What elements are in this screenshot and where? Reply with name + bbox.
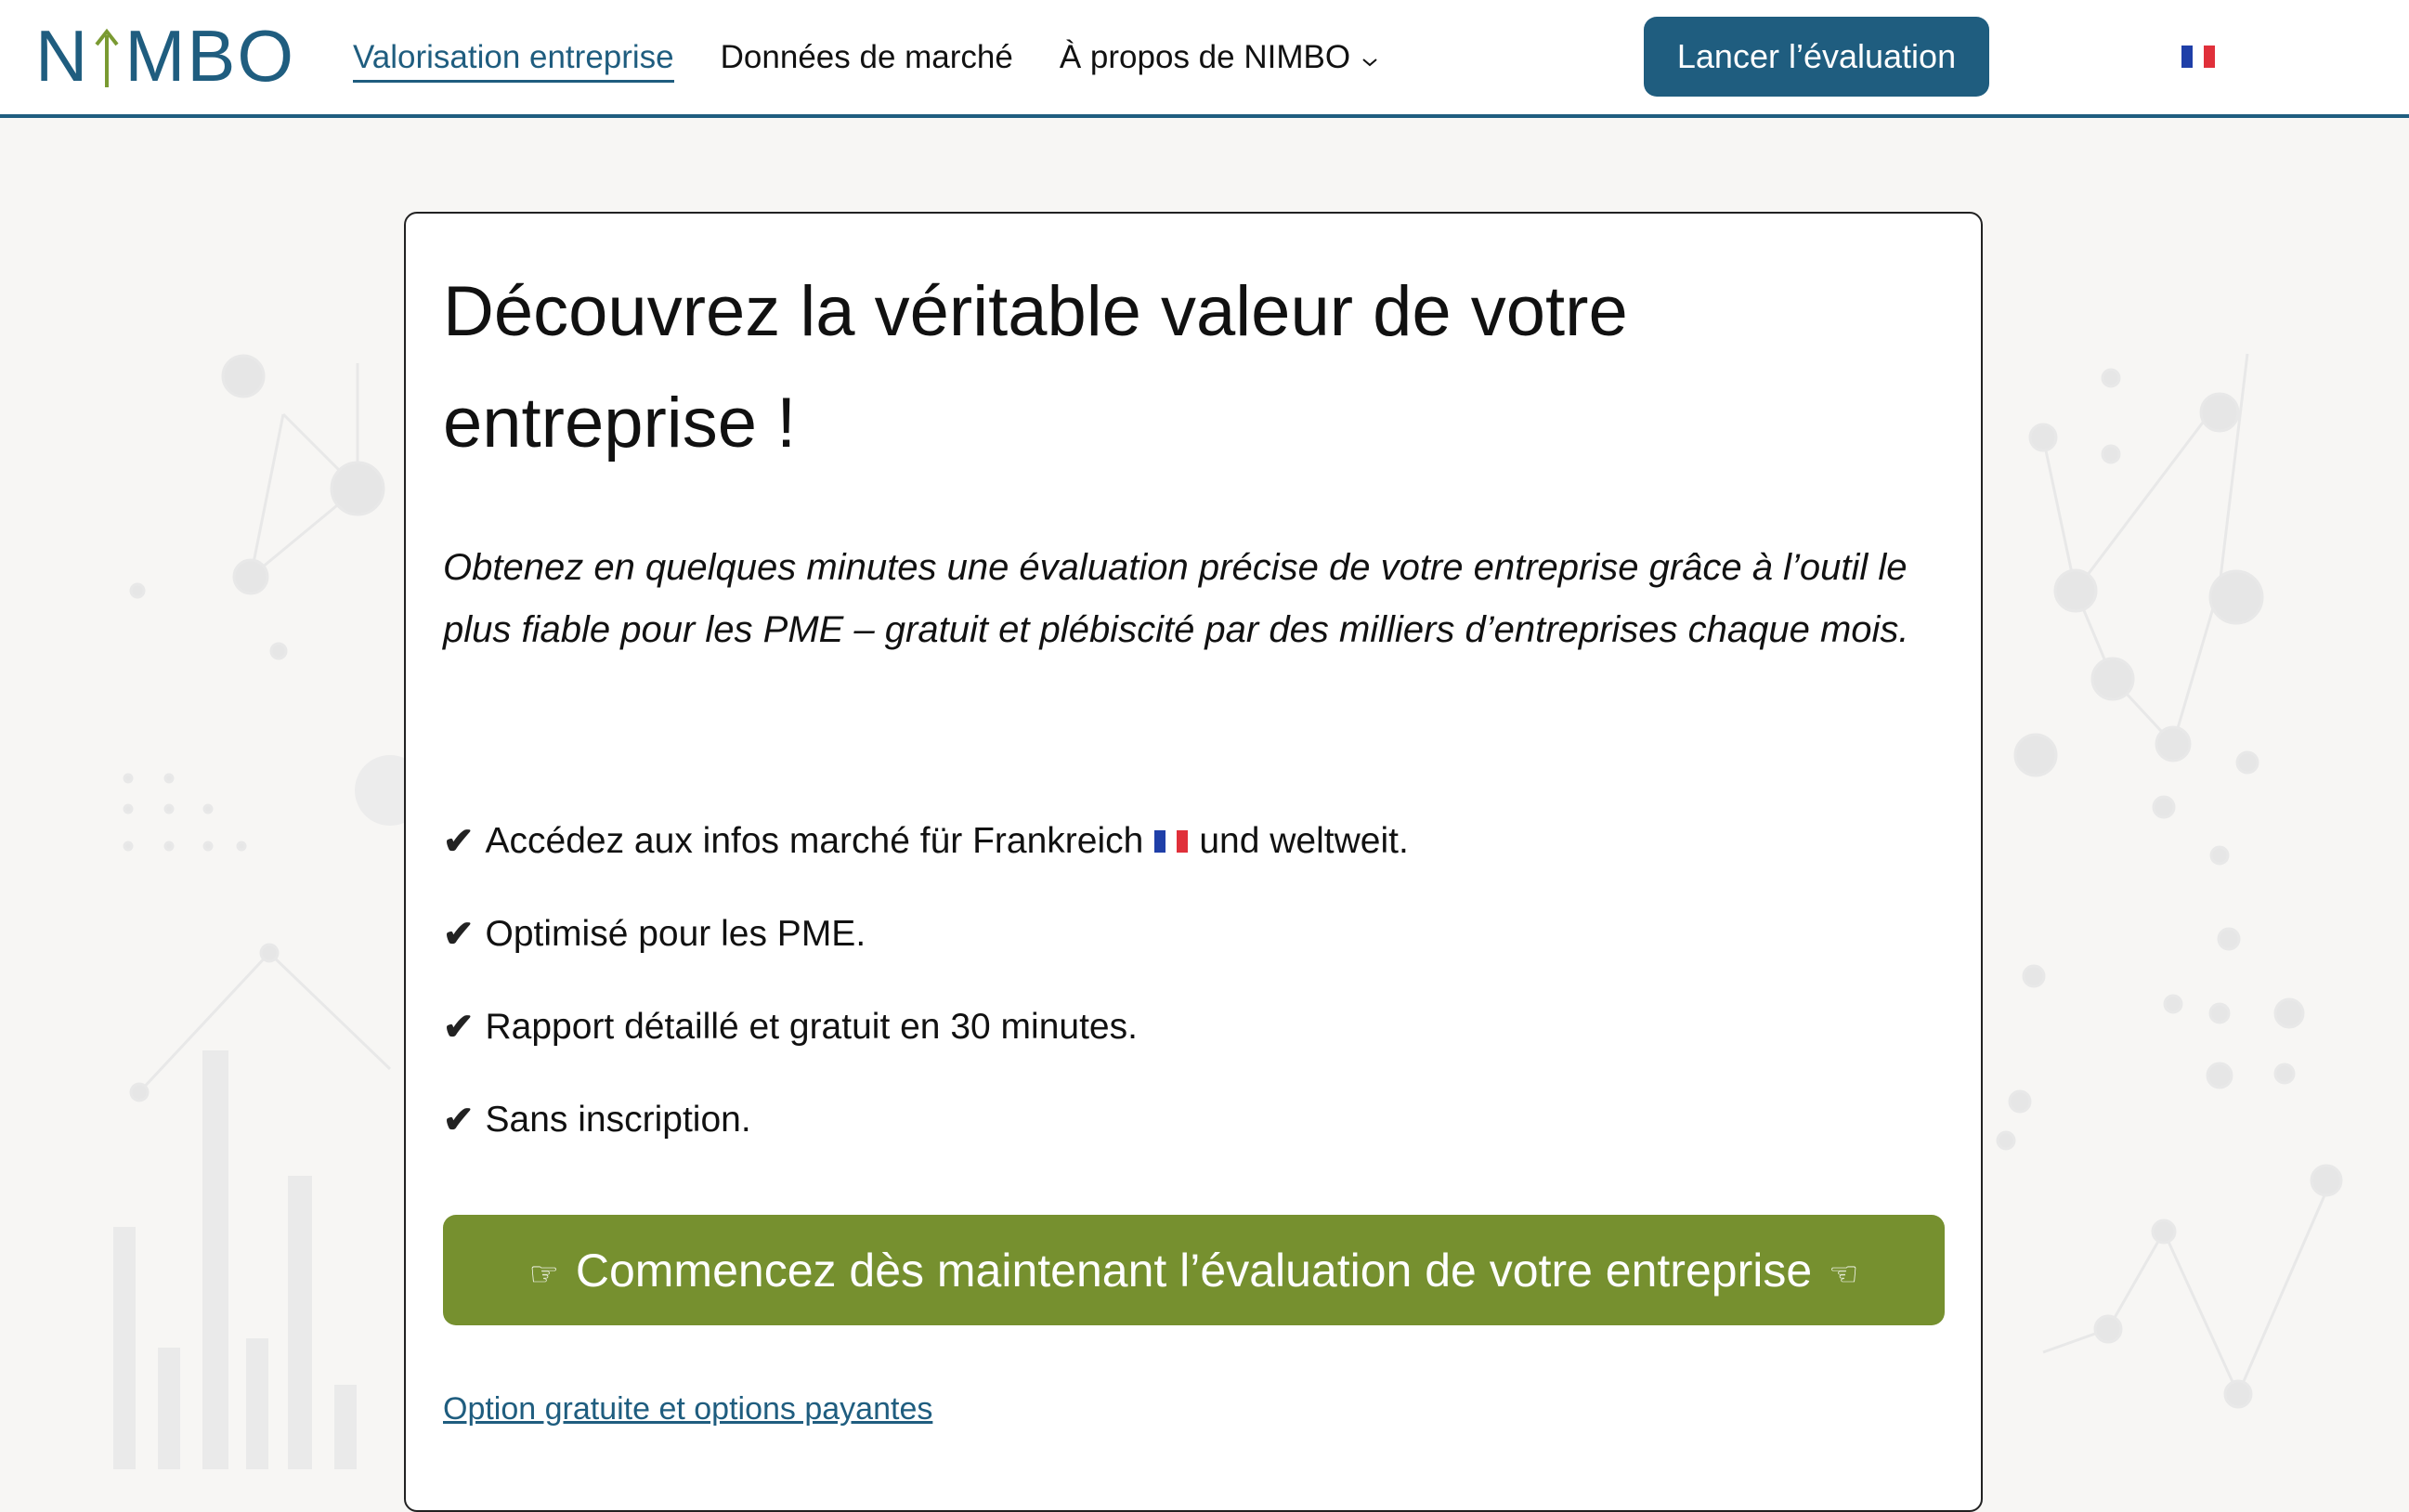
nav-item-a-propos-label: À propos de NIMBO [1059, 39, 1351, 75]
nav-item-donnees-de-marche[interactable]: Données de marché [720, 39, 1013, 75]
french-flag-icon [1154, 830, 1188, 853]
start-evaluation-label: Commencez dès maintenant l’évaluation de votre entreprise [575, 1244, 1813, 1297]
checkmark-icon: ✔ [443, 1100, 475, 1141]
feature-text: Rapport détaillé et gratuit en 30 minutes. [485, 1007, 1138, 1047]
hero-headline: Découvrez la véritable valeur de votre entreprise ! [443, 272, 1628, 463]
feature-item [443, 1074, 1409, 1167]
feature-text-suffix: und weltweit. [1199, 821, 1409, 861]
pricing-options-link[interactable]: Option gratuite et options payantes [443, 1391, 933, 1427]
pointing-right-hand-icon: ☞ [528, 1254, 559, 1293]
nav-item-a-propos[interactable] [1060, 39, 1378, 76]
launch-evaluation-button[interactable]: Lancer l’évaluation [1644, 17, 1989, 97]
hero-subtitle: Obtenez en quelques minutes une évaluation précise de votre entreprise grâce à l’outil le plus fiable pour les PME – gratuit et plébiscité par des milliers d’entreprises chaque mois. [443, 547, 1909, 650]
hero-card [404, 212, 1983, 1512]
feature-list [443, 795, 1409, 1167]
feature-text: Sans inscription. [485, 1100, 751, 1140]
feature-text: Optimisé pour les PME. [485, 914, 866, 954]
pointing-left-hand-icon: ☜ [1829, 1254, 1859, 1293]
feature-item [443, 981, 1409, 1074]
logo-arrow-icon [91, 22, 123, 89]
main-nav [353, 32, 1378, 84]
feature-text: Accédez aux infos marché für Frankreich [485, 821, 1144, 861]
chevron-down-icon [1361, 39, 1378, 76]
nav-item-valorisation-entreprise[interactable]: Valorisation entreprise [353, 39, 674, 83]
french-flag-icon[interactable] [2181, 46, 2215, 68]
nimbo-logo[interactable] [35, 15, 296, 97]
checkmark-icon: ✔ [443, 1007, 475, 1048]
feature-item [443, 795, 1409, 888]
logo-letters-mbo: MBO [124, 15, 296, 97]
site-header [0, 0, 2409, 118]
start-evaluation-button[interactable] [443, 1215, 1945, 1325]
checkmark-icon: ✔ [443, 821, 475, 862]
checkmark-icon: ✔ [443, 914, 475, 955]
logo-letter-n: N [35, 15, 90, 97]
feature-item [443, 888, 1409, 981]
